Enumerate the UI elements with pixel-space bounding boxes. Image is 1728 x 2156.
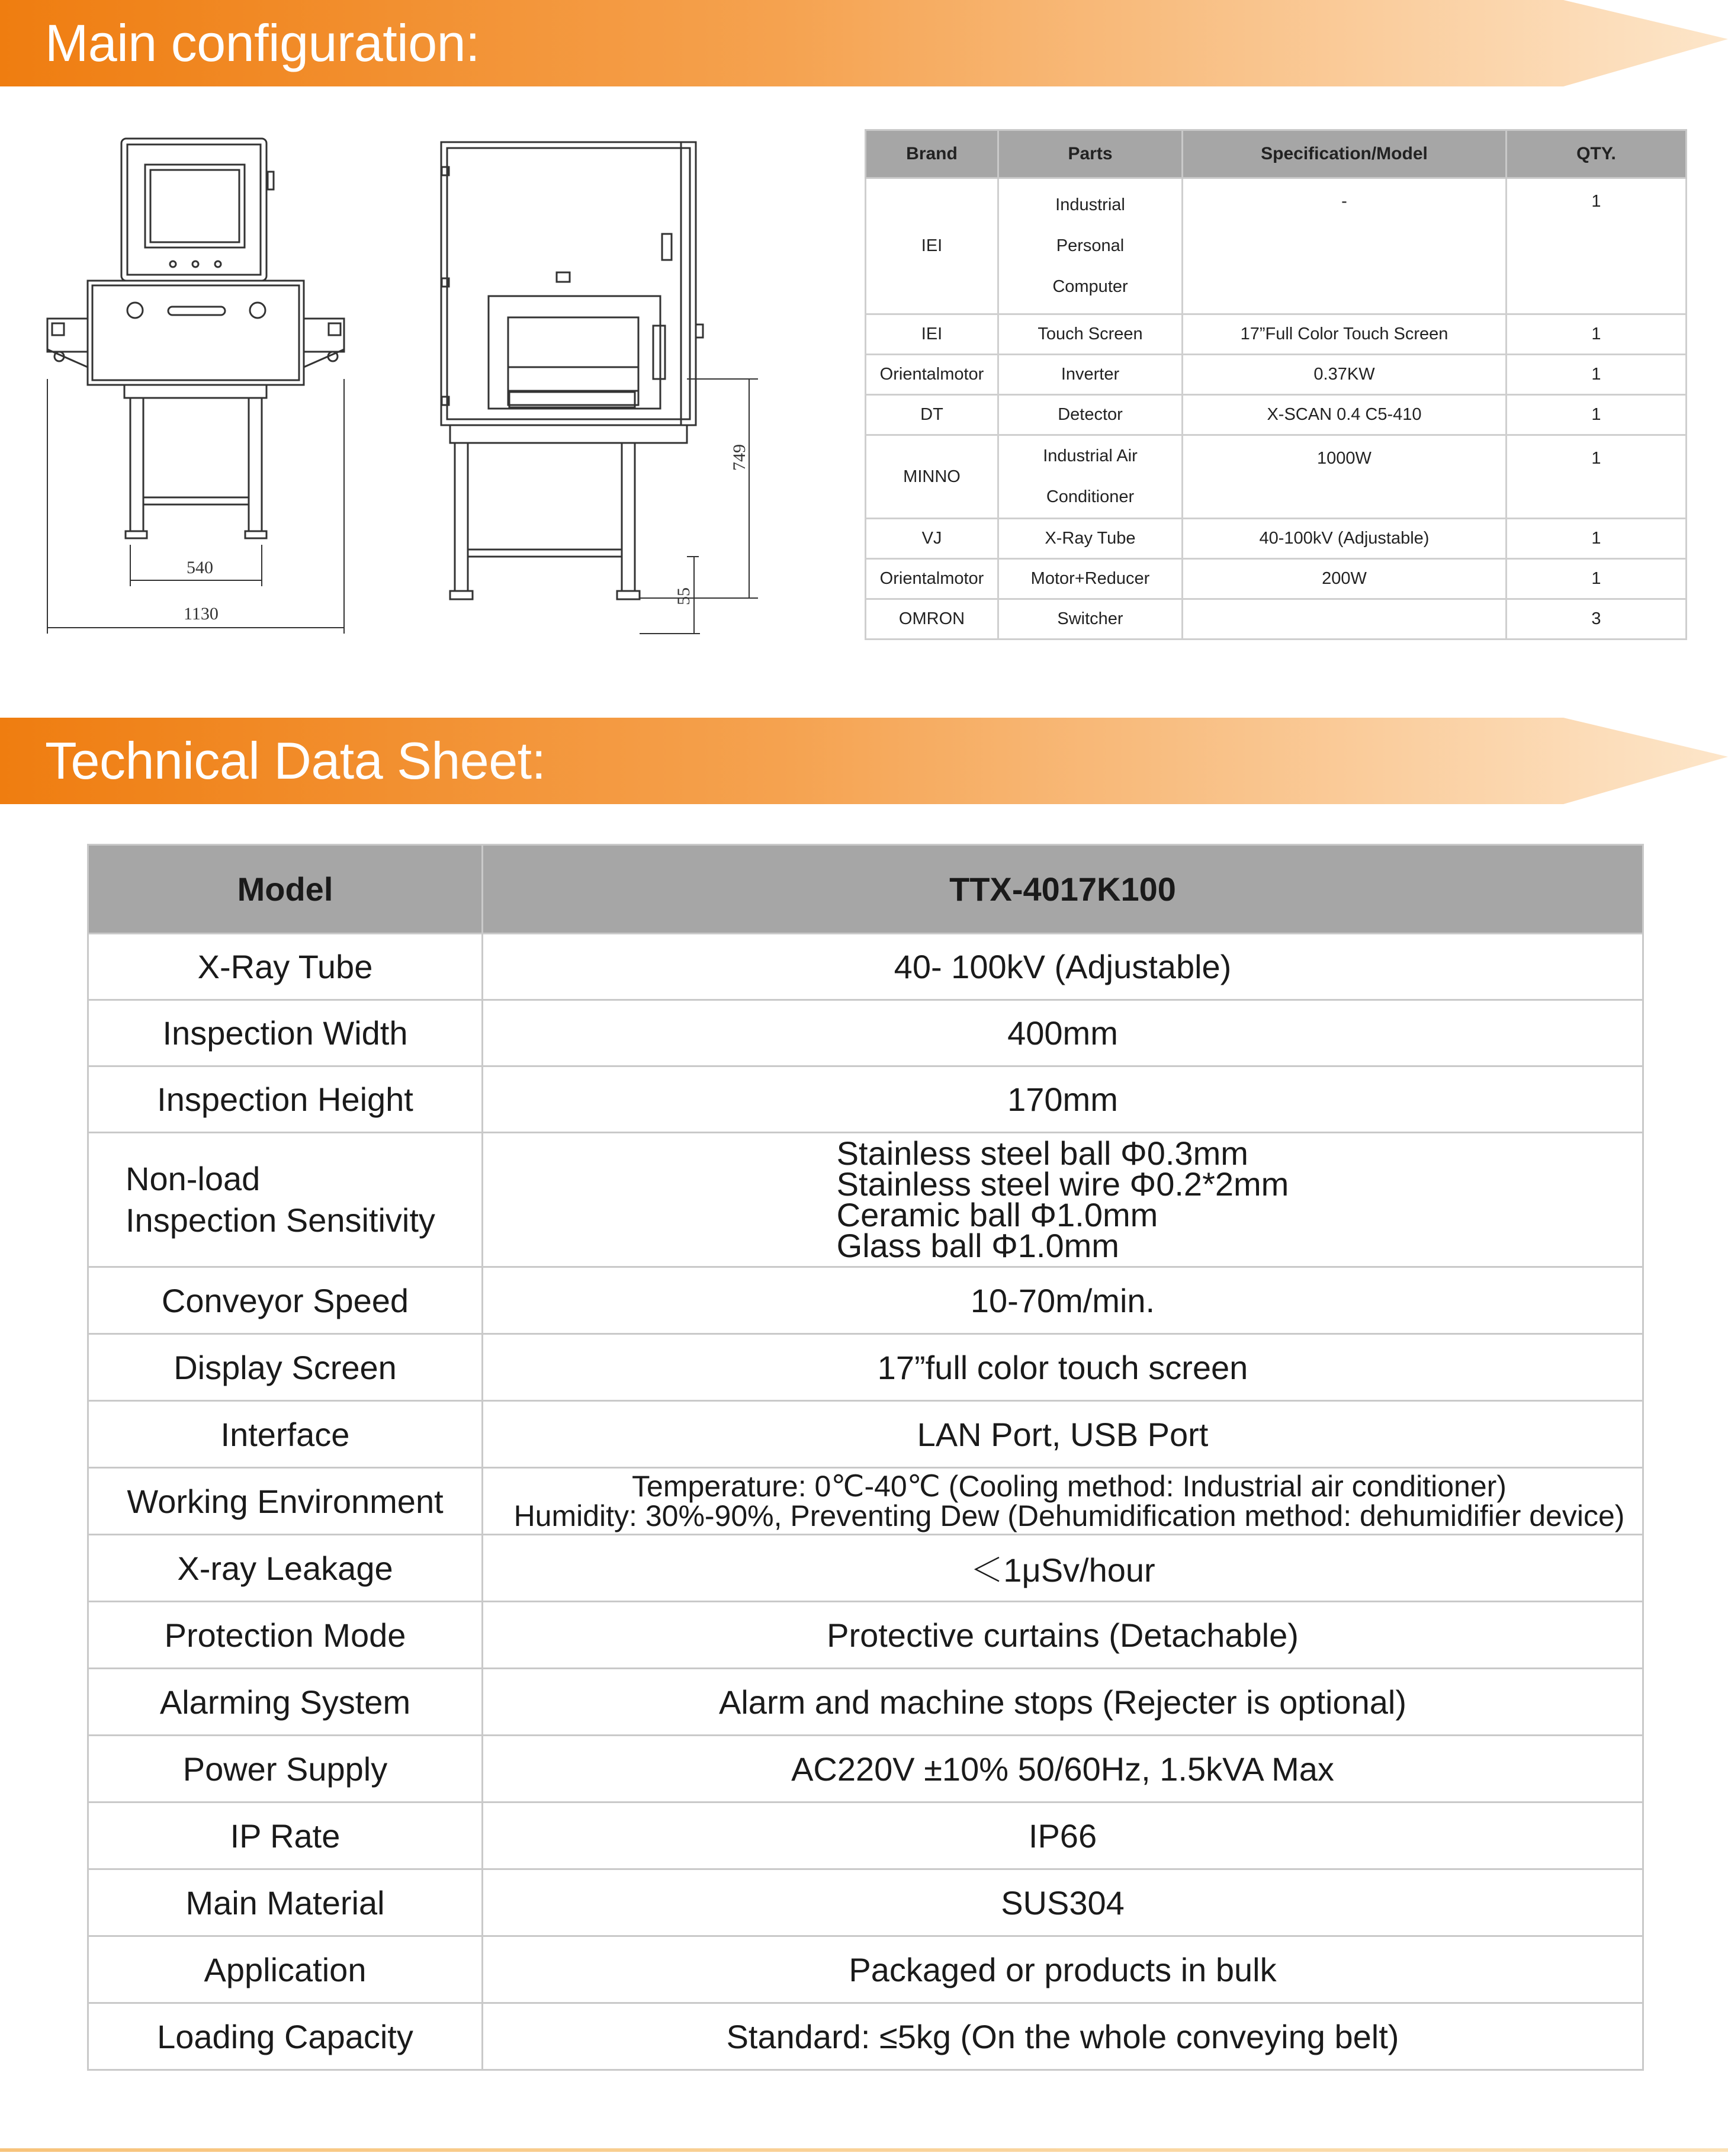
spec-label: Protection Mode [88,1602,483,1669]
tech-row [88,1066,1643,1133]
tech-row-sensitivity [88,1133,1643,1267]
tech-header-row [88,845,1643,934]
brand-cell: MINNO [866,435,998,519]
spec-label: Inspection Height [88,1066,483,1133]
tech-row [88,1869,1643,1936]
header-brand: Brand [866,130,998,178]
config-row [866,178,1687,314]
spec-label-multiline [88,1133,483,1267]
spec-value: 400mm [483,1000,1643,1066]
tech-row [88,1401,1643,1468]
parts-cell: Motor+Reducer [998,559,1183,599]
spec-value-line: Temperature: 0℃-40℃ (Cooling method: Industrial air conditioner) [632,1470,1507,1503]
brand-cell: OMRON [866,599,998,640]
brand-cell: Orientalmotor [866,355,998,395]
spec-label: Loading Capacity [88,2003,483,2070]
banner-title: Main configuration: [45,14,480,72]
side-view-drawing [426,130,770,645]
config-row [866,395,1687,435]
brand-cell: IEI [866,178,998,314]
spec-value: 170mm [483,1066,1643,1133]
spec-value: Protective curtains (Detachable) [483,1602,1643,1669]
config-row [866,559,1687,599]
spec-value-line: Glass ball Φ1.0mm [836,1227,1119,1264]
tech-row [88,2003,1643,2070]
spec-cell [1183,599,1507,640]
spec-label-line: Inspection Sensitivity [126,1201,435,1239]
parts-cell: Switcher [998,599,1183,640]
config-row [866,314,1687,355]
spec-cell: 200W [1183,559,1507,599]
spec-value-line: Stainless steel ball Φ0.3mm [836,1135,1248,1172]
header-model-label: Model [88,845,483,934]
qty-cell: 3 [1507,599,1687,640]
brand-cell: IEI [866,314,998,355]
config-header-row [866,130,1687,178]
spec-label: Main Material [88,1869,483,1936]
main-configuration-table [865,129,1687,640]
spec-cell: 1000W [1183,435,1507,519]
spec-label: Power Supply [88,1736,483,1802]
parts-line: Industrial Air [1043,446,1138,465]
spec-value: IP66 [483,1802,1643,1869]
tech-row [88,1936,1643,2003]
front-view-drawing [41,130,361,645]
spec-label-line: Non-load [126,1160,261,1197]
banner-title: Technical Data Sheet: [45,731,546,790]
qty-cell: 1 [1507,559,1687,599]
brand-cell: Orientalmotor [866,559,998,599]
config-row [866,435,1687,519]
qty-cell: 1 [1507,314,1687,355]
spec-value: Packaged or products in bulk [483,1936,1643,2003]
tech-row [88,1000,1643,1066]
spec-value-line: Stainless steel wire Φ0.2*2mm [836,1165,1289,1203]
foot-dimension-label: 55 [674,587,693,605]
spec-label: Alarming System [88,1669,483,1736]
technical-data-sheet-banner [0,718,1728,804]
header-parts: Parts [998,130,1183,178]
spec-value-line: Humidity: 30%-90%, Preventing Dew (Dehumidification method: dehumidifier device) [513,1499,1625,1532]
parts-cell: Detector [998,395,1183,435]
parts-cell: Touch Screen [998,314,1183,355]
tech-row [88,934,1643,1000]
spec-value: SUS304 [483,1869,1643,1936]
height-dimension-label: 749 [730,444,749,471]
footer-divider [0,2148,1728,2152]
main-configuration-banner [0,0,1728,86]
spec-label: Display Screen [88,1334,483,1401]
tech-row [88,1535,1643,1602]
spec-value: LAN Port, USB Port [483,1401,1643,1468]
parts-line: Personal [1056,236,1125,255]
parts-cell [998,178,1183,314]
spec-cell: 40-100kV (Adjustable) [1183,519,1507,559]
front-view-svg [41,130,361,645]
parts-cell [998,435,1183,519]
tech-row [88,1669,1643,1736]
spec-label: Inspection Width [88,1000,483,1066]
qty-cell: 1 [1507,395,1687,435]
tech-row [88,1602,1643,1669]
tech-row [88,1267,1643,1334]
tech-row [88,1736,1643,1802]
spec-value-multiline [483,1468,1643,1535]
config-row [866,519,1687,559]
header-specification: Specification/Model [1183,130,1507,178]
qty-cell: 1 [1507,355,1687,395]
qty-cell: 1 [1507,435,1687,519]
sensitivity-values [836,1135,1289,1264]
brand-cell: DT [866,395,998,435]
qty-cell: 1 [1507,519,1687,559]
tech-row [88,1334,1643,1401]
header-model-value: TTX-4017K100 [483,845,1643,934]
parts-line: Conditioner [1046,487,1135,506]
spec-value: Standard: ≤5kg (On the whole conveying belt) [483,2003,1643,2070]
spec-value: 17”full color touch screen [483,1334,1643,1401]
spec-value-line: Ceramic ball Φ1.0mm [836,1196,1158,1233]
config-row [866,599,1687,640]
spec-cell: X-SCAN 0.4 C5-410 [1183,395,1507,435]
parts-line: Computer [1052,277,1128,296]
spec-value: Alarm and machine stops (Rejecter is optional) [483,1669,1643,1736]
spec-value: 10-70m/min. [483,1267,1643,1334]
spec-value-multiline [483,1133,1643,1267]
parts-line: Industrial [1055,195,1125,214]
spec-cell: 17”Full Color Touch Screen [1183,314,1507,355]
width-dimension-label: 540 [187,558,213,577]
config-row [866,355,1687,395]
spec-label: Conveyor Speed [88,1267,483,1334]
qty-cell: 1 [1507,178,1687,314]
spec-label: X-Ray Tube [88,934,483,1000]
spec-value: ＜1μSv/hour [483,1535,1643,1602]
tech-row-environment [88,1468,1643,1535]
total-width-dimension-label: 1130 [184,604,219,624]
spec-value: AC220V ±10% 50/60Hz, 1.5kVA Max [483,1736,1643,1802]
parts-cell: X-Ray Tube [998,519,1183,559]
tech-row [88,1802,1643,1869]
spec-value: 40- 100kV (Adjustable) [483,934,1643,1000]
header-qty: QTY. [1507,130,1687,178]
spec-label: IP Rate [88,1802,483,1869]
spec-label: X-ray Leakage [88,1535,483,1602]
side-view-svg [426,130,770,645]
parts-cell: Inverter [998,355,1183,395]
spec-cell: - [1183,178,1507,314]
spec-label: Application [88,1936,483,2003]
spec-cell: 0.37KW [1183,355,1507,395]
spec-label: Working Environment [88,1468,483,1535]
brand-cell: VJ [866,519,998,559]
spec-label: Interface [88,1401,483,1468]
technical-data-table [87,844,1644,2071]
